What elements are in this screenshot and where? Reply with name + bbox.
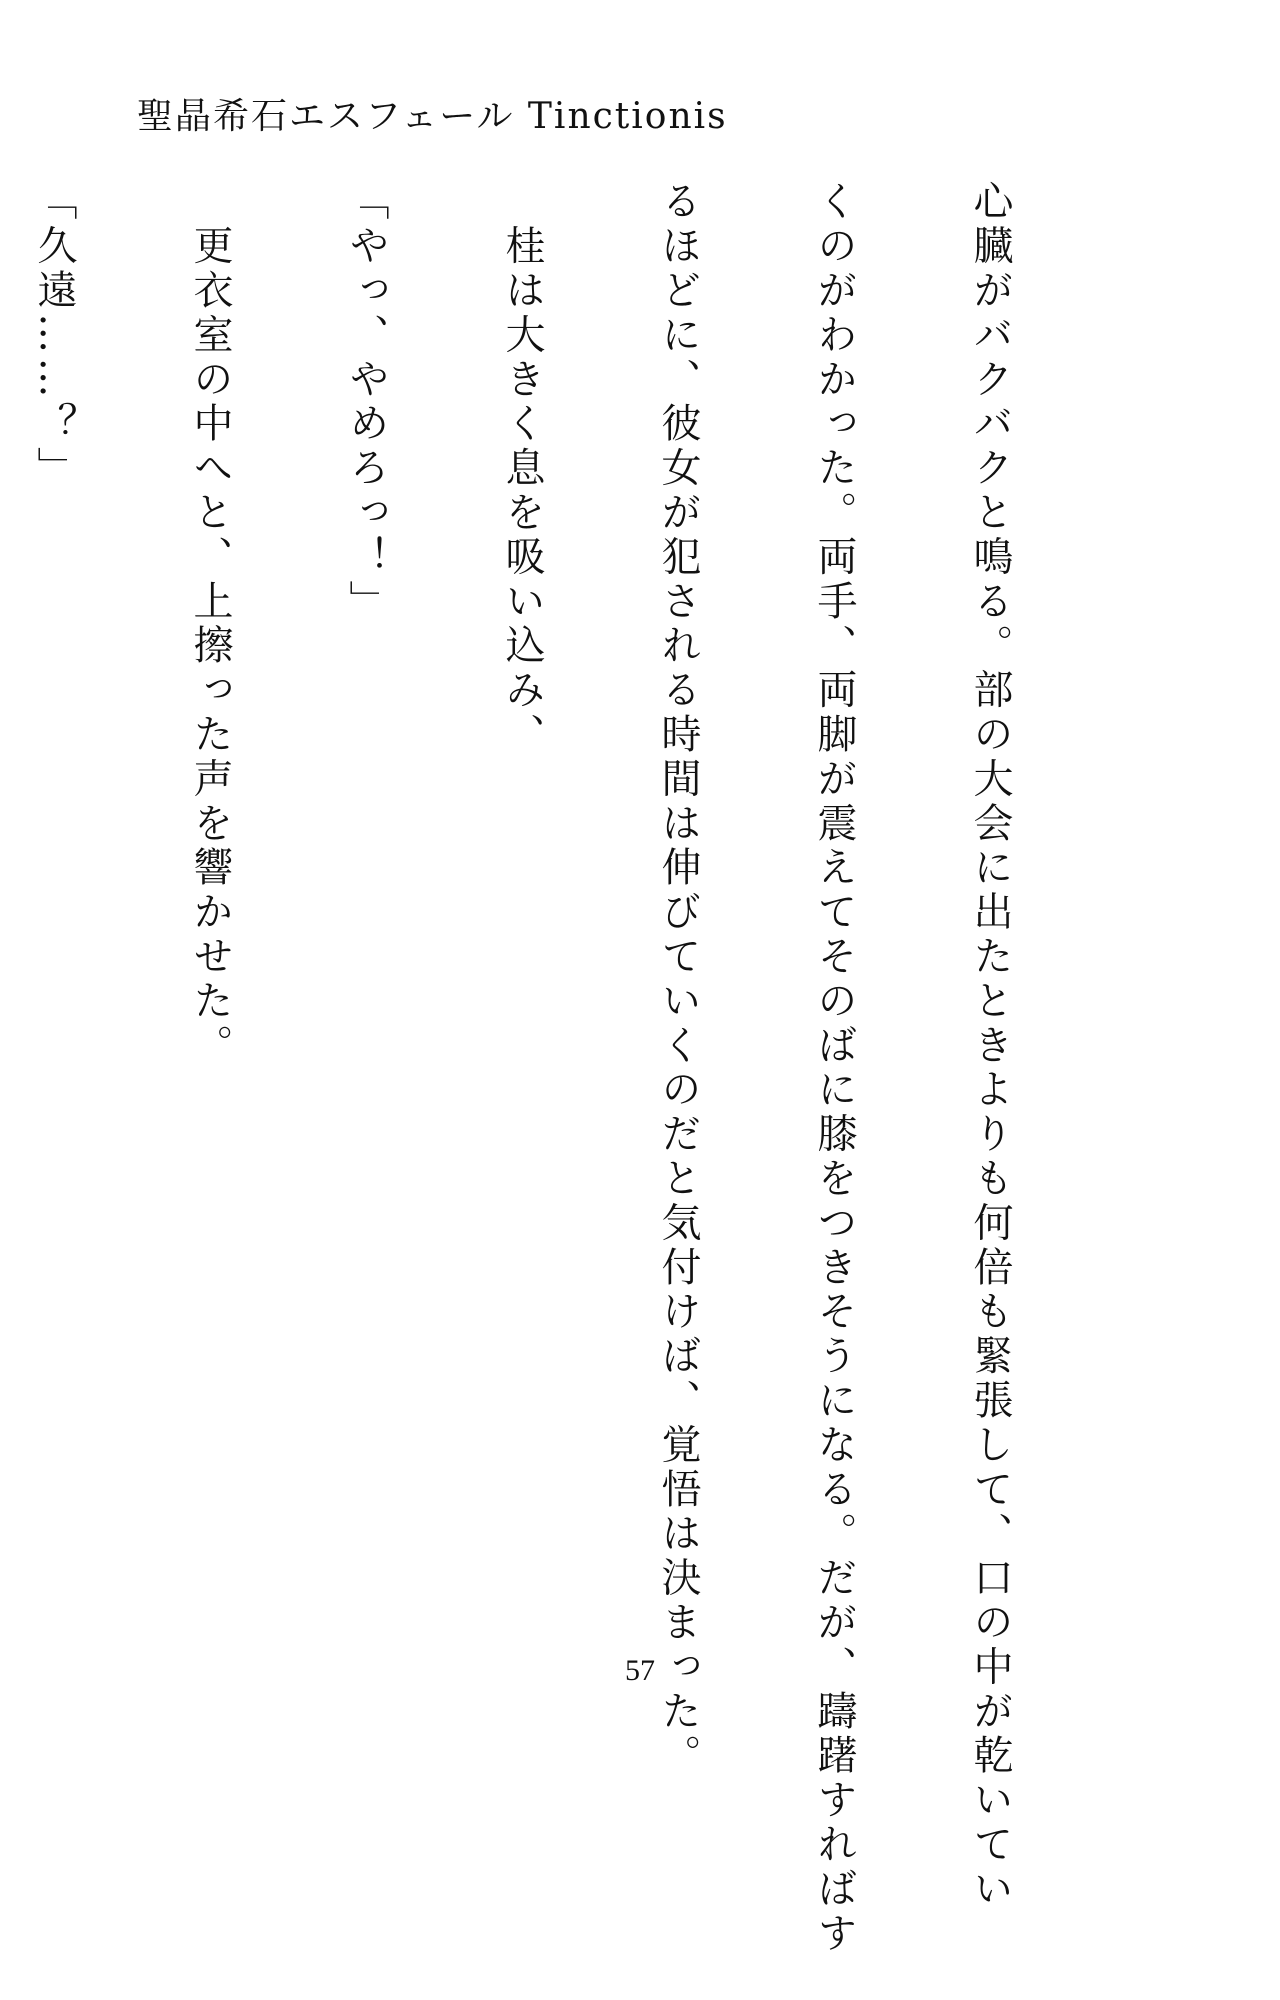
page-number: 57 [625, 1654, 655, 1687]
text-line: 「やっ、やめろっ！」 [343, 180, 389, 624]
text-line: 「久遠……？」 [31, 180, 77, 491]
text-line: るほどに、彼女が犯される時間は伸びていくのだと気付けば、覚悟は決まった。 [655, 180, 701, 1779]
text-line: 更衣室の中へと、上擦った声を響かせた。 [187, 180, 233, 1068]
text-line: 桂は大きく息を吸い込み、 [499, 180, 545, 758]
text-line: くのがわかった。両手、両脚が震えてそのばに膝をつきそうになる。だが、躊躇すればす [811, 180, 857, 1956]
text-line: 心臓がバクバクと鳴る。部の大会に出たときよりも何倍も緊張して、口の中が乾いてい [967, 180, 1013, 1912]
running-title: 聖晶希石エスフェール Tinctionis [137, 96, 728, 137]
